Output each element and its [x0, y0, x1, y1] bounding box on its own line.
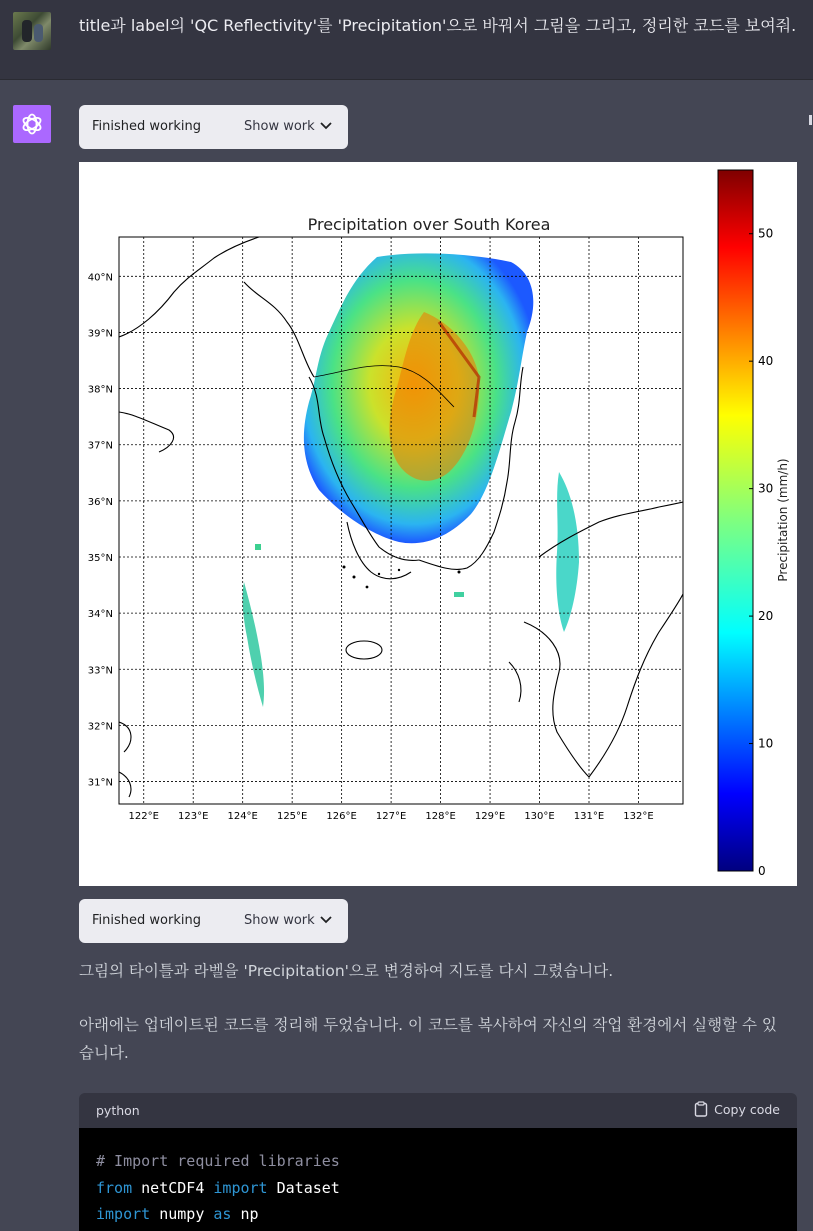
x-tick-label: 124°E	[227, 811, 258, 822]
colorbar-tick-label: 40	[758, 354, 774, 369]
openai-logo-icon	[19, 111, 45, 137]
edit-cursor-mark	[809, 115, 812, 125]
x-tick-label: 125°E	[276, 811, 308, 822]
code-keyword: as	[213, 1205, 232, 1223]
jeju-island	[346, 641, 382, 659]
colorbar-label: Precipitation (mm/h)	[776, 458, 790, 582]
x-tick-label: 128°E	[425, 811, 456, 822]
y-tick-label: 38°N	[87, 384, 113, 396]
y-tick-label: 33°N	[87, 665, 113, 677]
y-tick-label: 31°N	[87, 777, 113, 789]
colorbar-tick-label: 10	[758, 736, 774, 751]
code-block-body	[79, 1128, 797, 1231]
work-status-label: Finished working	[92, 913, 201, 928]
colorbar-tick-label: 50	[758, 226, 774, 241]
code-text: Dataset	[267, 1178, 340, 1197]
reply-paragraph-2: 아래에는 업데이트된 코드를 정리해 두었습니다. 이 코드를 복사하여 자신의 작업 환경에서 실행할 수 있습니다.	[79, 1016, 777, 1062]
x-tick-label: 130°E	[524, 811, 555, 822]
code-text: numpy	[150, 1205, 214, 1223]
y-tick-label: 40°N	[87, 272, 113, 284]
user-avatar	[13, 12, 51, 50]
y-tick-label: 39°N	[87, 328, 113, 340]
y-tick-label: 35°N	[87, 552, 113, 564]
radar-echo-west-band	[243, 582, 264, 707]
user-message-row	[0, 0, 813, 80]
code-text: netCDF4	[132, 1178, 214, 1197]
code-content	[96, 1148, 340, 1228]
x-tick-label: 129°E	[474, 811, 506, 822]
y-tick-labels	[88, 272, 113, 788]
chevron-down-icon	[319, 118, 333, 132]
code-comment: # Import required libraries	[96, 1152, 340, 1170]
radar-echo-east-band	[556, 472, 579, 632]
y-tick-label: 34°N	[87, 609, 113, 621]
x-tick-label: 126°E	[326, 811, 357, 822]
precipitation-map-figure	[79, 162, 797, 886]
x-tick-label: 122°E	[128, 811, 159, 822]
code-block-header	[79, 1093, 797, 1128]
y-tick-label: 37°N	[87, 440, 113, 452]
colorbar	[718, 170, 753, 871]
y-tick-label: 36°N	[87, 496, 113, 508]
chart-title: Precipitation over South Korea	[307, 215, 551, 234]
x-tick-label: 132°E	[623, 811, 654, 822]
y-tick-label: 32°N	[87, 721, 113, 733]
finished-working-toggle-2[interactable]	[79, 899, 348, 943]
assistant-avatar	[13, 105, 51, 143]
copy-code-button[interactable]	[694, 1101, 780, 1117]
reply-paragraph-1: 그림의 타이틀과 라벨을 'Precipitation'으로 변경하여 지도를 다시 그렸습니다.	[79, 962, 614, 980]
code-keyword: from	[96, 1178, 133, 1197]
colorbar-tick-label: 30	[758, 481, 774, 496]
work-status-label: Finished working	[92, 119, 201, 134]
code-keyword: import	[96, 1205, 151, 1223]
code-keyword: import	[213, 1178, 268, 1197]
show-work-button[interactable]: Show work	[244, 913, 315, 928]
x-tick-label: 127°E	[375, 811, 407, 822]
clipboard-icon	[694, 1101, 708, 1117]
code-language-label: python	[96, 1103, 140, 1118]
user-message-text: title과 label의 'QC Reflectivity'를 'Precipitation'으로 바꿔서 그림을 그리고, 정리한 코드를 보여줘.	[79, 16, 797, 35]
chevron-down-icon	[319, 912, 333, 926]
map-plot	[79, 162, 797, 886]
x-tick-label: 131°E	[573, 811, 605, 822]
x-tick-labels	[129, 811, 654, 822]
code-text: np	[231, 1205, 259, 1223]
finished-working-toggle[interactable]	[79, 105, 348, 149]
copy-code-label: Copy code	[714, 1101, 780, 1117]
colorbar-tick-label: 0	[758, 864, 766, 878]
x-tick-label: 123°E	[178, 811, 209, 822]
show-work-button[interactable]: Show work	[244, 119, 315, 134]
colorbar-tick-label: 20	[758, 609, 774, 624]
